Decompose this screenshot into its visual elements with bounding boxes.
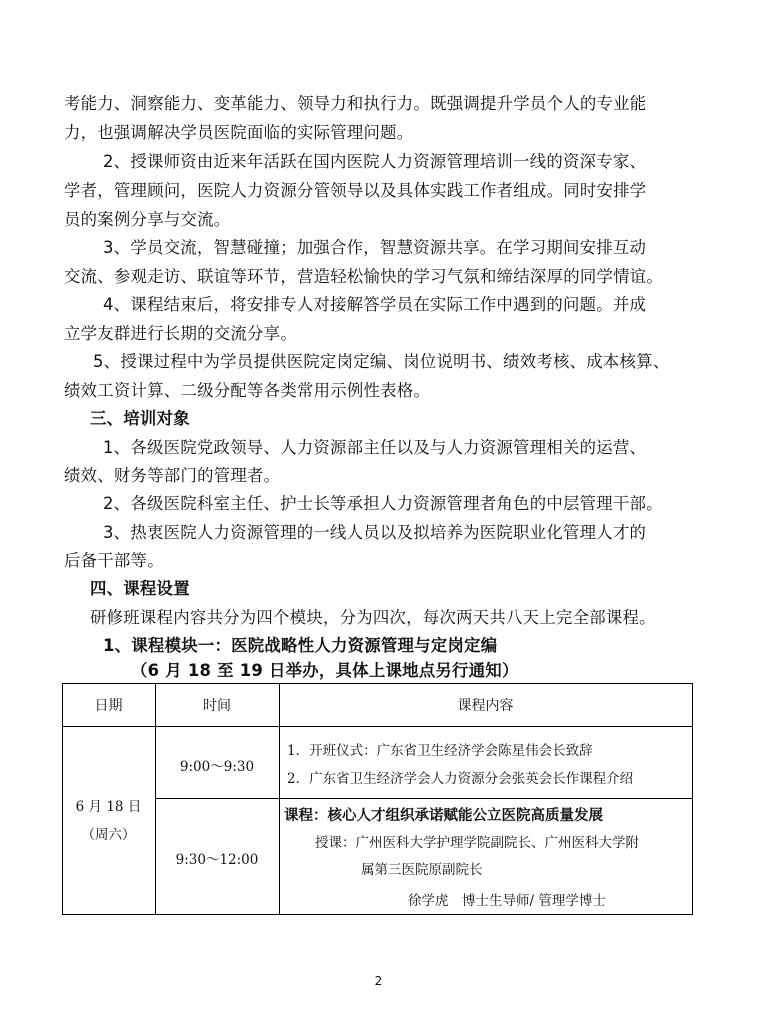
- para-3-line-2: 交流、参观走访、联谊等环节，营造轻松愉快的学习气氛和缔结深厚的同学情谊。: [64, 267, 664, 286]
- para-2-line-3: 员的案例分享与交流。: [64, 210, 231, 229]
- section-3-item-1-line-2: 绩效、财务等部门的管理者。: [64, 466, 281, 485]
- section-4-title: 四、课程设置: [90, 579, 190, 598]
- para-5-line-2: 绩效工资计算、二级分配等各类常用示例性表格。: [64, 381, 431, 400]
- header-date: 日期: [94, 698, 123, 714]
- date-cell-line-2: （周六）: [81, 827, 136, 843]
- row-2-lecturer-line-1: 授课：广州医科大学护理学院副院长、广州医科大学附: [315, 835, 639, 851]
- table-col-divider-1: [155, 683, 156, 915]
- para-3-line-1: 3、学员交流，智慧碰撞；加强合作，智慧资源共享。在学习期间安排互动: [103, 238, 647, 257]
- section-3-item-3-line-2: 后备干部等。: [64, 551, 164, 570]
- para-2-line-1: 2、授课师资由近来年活跃在国内医院人力资源管理培训一线的资深专家、: [103, 152, 647, 171]
- header-time: 时间: [203, 698, 231, 714]
- section-3-title: 三、培训对象: [90, 409, 190, 428]
- table-header-divider: [62, 726, 693, 727]
- schedule-table: [62, 683, 693, 915]
- section-3-item-2: 2、各级医院科室主任、护士长等承担人力资源管理者角色的中层管理干部。: [103, 494, 663, 513]
- para-2-line-2: 学者，管理顾问，医院人力资源分管领导以及具体实践工作者组成。同时安排学: [64, 181, 647, 200]
- table-border-right: [692, 683, 693, 915]
- row-1-item-1: 1．开班仪式：广东省卫生经济学会陈星伟会长致辞: [287, 743, 593, 759]
- page-number: 2: [374, 974, 383, 988]
- para-5-line-1: 5、授课过程中为学员提供医院定岗定编、岗位说明书、绩效考核、成本核算、: [93, 352, 670, 371]
- module-1-title: 1、课程模块一：医院战略性人力资源管理与定岗定编: [103, 636, 498, 655]
- table-border-top: [62, 683, 693, 684]
- row-2-course-title: 课程：核心人才组织承诺赋能公立医院高质量发展: [284, 808, 603, 824]
- section-4-intro: 研修班课程内容共分为四个模块，分为四次，每次两天共八天上完全部课程。: [90, 608, 656, 627]
- row-2-lecturer-line-3: 徐学虎 博士生导师/ 管理学博士: [408, 893, 606, 909]
- para-1-line-2: 力，也强调解决学员医院面临的实际管理问题。: [64, 123, 414, 142]
- module-1-subtitle: （6 月 18 至 19 日举办，具体上课地点另行通知）: [131, 661, 519, 680]
- para-4-line-1: 4、课程结束后，将安排专人对接解答学员在实际工作中遇到的问题。并成: [103, 295, 647, 314]
- table-col-divider-2: [279, 683, 280, 915]
- row-1-item-2: 2．广东省卫生经济学会人力资源分会张英会长作课程介绍: [287, 771, 634, 787]
- row-2-time: 9:30～12:00: [175, 852, 259, 868]
- date-cell-line-1: 6 月 18 日: [75, 799, 142, 815]
- section-3-item-3-line-1: 3、热衷医院人力资源管理的一线人员以及拟培养为医院职业化管理人才的: [103, 523, 647, 542]
- row-1-time: 9:00～9:30: [179, 759, 255, 775]
- header-course-content: 课程内容: [457, 698, 514, 714]
- para-1-line-1: 考能力、洞察能力、变革能力、领导力和执行力。既强调提升学员个人的专业能: [64, 94, 647, 113]
- row-2-lecturer-line-2: 属第三医院原副院长: [361, 862, 483, 878]
- table-border-bottom: [62, 914, 693, 915]
- para-4-line-2: 立学友群进行长期的交流分享。: [64, 324, 297, 343]
- table-row-divider: [155, 798, 693, 799]
- section-3-item-1-line-1: 1、各级医院党政领导、人力资源部主任以及与人力资源管理相关的运营、: [103, 438, 647, 457]
